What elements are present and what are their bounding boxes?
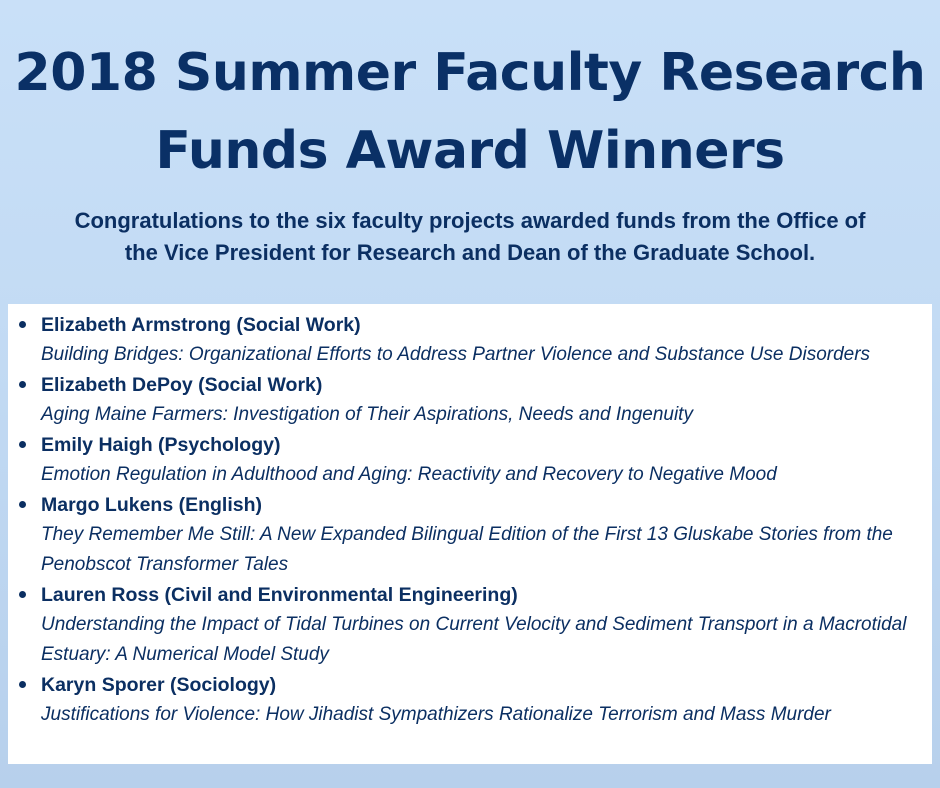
project-title: Justifications for Violence: How Jihadist Sympathizers Rationalize Terrorism and Mass Murder (41, 704, 831, 725)
winner-name: Elizabeth Armstrong (Social Work) (41, 314, 361, 336)
project-title: Aging Maine Farmers: Investigation of Their Aspirations, Needs and Ingenuity (41, 404, 693, 425)
winner-item (8, 370, 932, 430)
winner-item (8, 670, 932, 730)
title-line-2: Funds Award Winners (155, 121, 785, 181)
winner-name: Lauren Ross (Civil and Environmental Engineering) (41, 584, 518, 606)
winner-item (8, 580, 932, 670)
subtitle (0, 205, 940, 269)
subtitle-line-2: the Vice President for Research and Dean of the Graduate School. (124, 240, 816, 265)
bullet-icon (19, 441, 26, 448)
title-line-1: 2018 Summer Faculty Research (14, 43, 926, 103)
project-title: Building Bridges: Organizational Efforts to Address Partner Violence and Substance Use Disorders (41, 344, 871, 365)
project-title: Emotion Regulation in Adulthood and Aging: Reactivity and Recovery to Negative Mood (41, 464, 777, 485)
subtitle-line-1: Congratulations to the six faculty projects awarded funds from the Office of (74, 208, 866, 233)
bullet-icon (19, 501, 26, 508)
winner-name: Karyn Sporer (Sociology) (41, 674, 277, 696)
bullet-icon (19, 381, 26, 388)
winners-list (8, 310, 932, 730)
bullet-icon (19, 591, 26, 598)
project-title: They Remember Me Still: A New Expanded Bilingual Edition of the First 13 Gluskabe Stories from the Penobscot Transformer Tales (41, 524, 893, 575)
winner-name: Emily Haigh (Psychology) (41, 434, 281, 456)
bullet-icon (19, 321, 26, 328)
winners-panel (8, 304, 932, 764)
winner-name: Margo Lukens (English) (41, 494, 263, 516)
project-title: Understanding the Impact of Tidal Turbines on Current Velocity and Sediment Transport in a Macrotidal Estuary: A Numerical Model Study (41, 614, 907, 665)
bullet-icon (19, 681, 26, 688)
winner-item (8, 490, 932, 580)
winner-item (8, 430, 932, 490)
page-title (0, 34, 940, 190)
winner-item (8, 310, 932, 370)
winner-name: Elizabeth DePoy (Social Work) (41, 374, 323, 396)
